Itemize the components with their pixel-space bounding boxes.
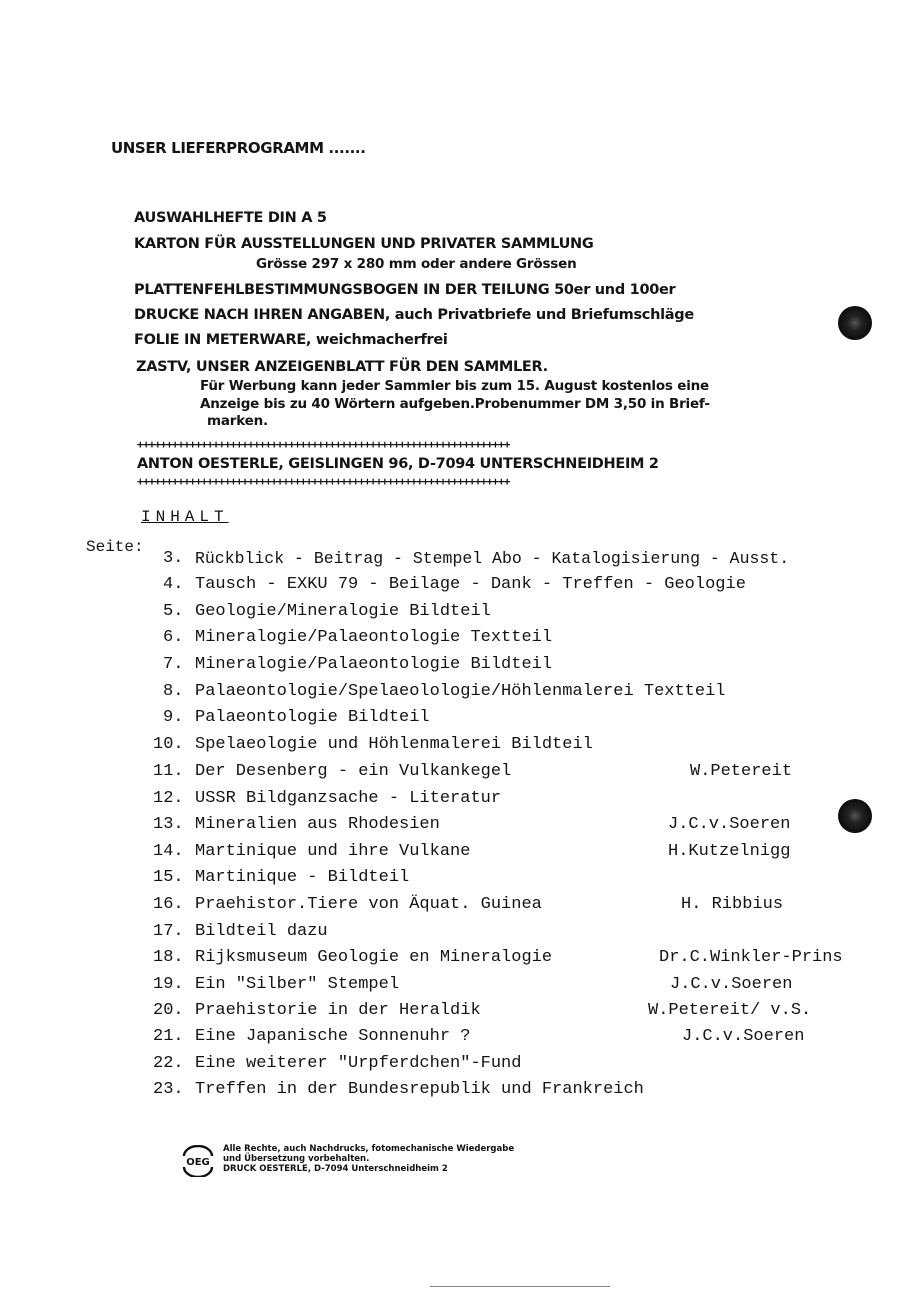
toc-row xyxy=(0,549,907,575)
toc-row xyxy=(0,789,907,815)
toc-page-number: 4. xyxy=(163,575,184,594)
toc-entry-title: Eine Japanische Sonnenuhr ? xyxy=(195,1027,471,1046)
toc-row xyxy=(0,1027,907,1053)
toc-entry-title: Martinique und ihre Vulkane xyxy=(195,842,471,861)
footer-line1: Alle Rechte, auch Nachdrucks, fotomechanische Wiedergabe xyxy=(223,1144,515,1154)
toc-row xyxy=(0,1001,907,1027)
toc-entry-title: Rückblick - Beitrag - Stempel Abo - Katalogisierung - Ausst. xyxy=(195,549,790,568)
toc-page-number: 20. xyxy=(153,1001,184,1020)
program-item-auswahlhefte: AUSWAHLHEFTE DIN A 5 xyxy=(134,210,327,226)
toc-page-number: 12. xyxy=(153,789,184,808)
toc-page-number: 22. xyxy=(153,1054,184,1073)
toc-row xyxy=(0,735,907,761)
toc-entry-title: Tausch - EXKU 79 - Beilage - Dank - Treffen - Geologie xyxy=(195,575,746,594)
toc-entry-title: Ein "Silber" Stempel xyxy=(195,975,400,994)
toc-row xyxy=(0,842,907,868)
toc-page-number: 18. xyxy=(153,948,184,967)
publisher-address: ANTON OESTERLE, GEISLINGEN 96, D-7094 UNTERSCHNEIDHEIM 2 xyxy=(137,456,659,472)
toc-entry-author: J.C.v.Soeren xyxy=(682,1027,805,1046)
toc-page-number: 5. xyxy=(163,602,184,621)
toc-entry-title: Praehistor.Tiere von Äquat. Guinea xyxy=(195,895,542,914)
toc-entry-title: Treffen in der Bundesrepublik und Frankreich xyxy=(195,1080,644,1099)
toc-page-number: 8. xyxy=(163,682,184,701)
program-item-drucke: DRUCKE NACH IHREN ANGABEN, auch Privatbriefe und Briefumschläge xyxy=(134,307,694,323)
program-item-folie: FOLIE IN METERWARE, weichmacherfrei xyxy=(134,332,448,348)
toc-entry-author: H.Kutzelnigg xyxy=(668,842,791,861)
toc-row xyxy=(0,682,907,708)
program-heading: UNSER LIEFERPROGRAMM ....... xyxy=(111,139,366,157)
zastv-text-line3: marken. xyxy=(207,413,268,429)
toc-entry-title: Palaeontologie/Spelaeolologie/Höhlenmalerei Textteil xyxy=(195,682,726,701)
toc-page-number: 23. xyxy=(153,1080,184,1099)
toc-row xyxy=(0,708,907,734)
toc-entry-title: Martinique - Bildteil xyxy=(195,868,410,887)
svg-text:OEG: OEG xyxy=(186,1157,210,1168)
zastv-text-line2: Anzeige bis zu 40 Wörtern aufgeben.Probenummer DM 3,50 in Brief- xyxy=(200,396,710,412)
punch-hole-mark xyxy=(838,799,872,833)
toc-row xyxy=(0,575,907,601)
toc-page-number: 3. xyxy=(163,549,184,568)
toc-page-number: 6. xyxy=(163,628,184,647)
toc-page-number: 15. xyxy=(153,868,184,887)
toc-entry-author: W.Petereit xyxy=(690,762,793,781)
program-item-karton-size: Grösse 297 x 280 mm oder andere Grössen xyxy=(256,256,577,272)
toc-entry-title: USSR Bildganzsache - Literatur xyxy=(195,789,502,808)
toc-page-number: 19. xyxy=(153,975,184,994)
toc-row xyxy=(0,975,907,1001)
toc-page-number: 9. xyxy=(163,708,184,727)
toc-entry-author: Dr.C.Winkler-Prins xyxy=(659,948,843,967)
toc-row xyxy=(0,815,907,841)
toc-row xyxy=(0,922,907,948)
toc-page-number: 16. xyxy=(153,895,184,914)
toc-page-number: 21. xyxy=(153,1027,184,1046)
toc-row xyxy=(0,868,907,894)
toc-page-number: 7. xyxy=(163,655,184,674)
toc-entry-title: Bildteil dazu xyxy=(195,922,328,941)
toc-row xyxy=(0,628,907,654)
footer-line3: DRUCK OESTERLE, D-7094 Unterschneidheim 2 xyxy=(223,1164,448,1174)
toc-entry-title: Spelaeologie und Höhlenmalerei Bildteil xyxy=(195,735,593,754)
toc-entry-title: Praehistorie in der Heraldik xyxy=(195,1001,481,1020)
stars-divider-top: ++++++++++++++++++++++++++++++++++++++++++++++++++++++++++++++++ xyxy=(137,438,510,451)
publisher-logo-icon xyxy=(180,1145,216,1177)
toc-entry-title: Geologie/Mineralogie Bildteil xyxy=(195,602,491,621)
toc-entry-author: W.Petereit/ v.S. xyxy=(648,1001,812,1020)
seite-label: Seite: xyxy=(86,538,144,556)
toc-entry-title: Mineralogie/Palaeontologie Textteil xyxy=(195,628,553,647)
program-item-karton: KARTON FÜR AUSSTELLUNGEN UND PRIVATER SAMMLUNG xyxy=(134,236,594,252)
toc-row xyxy=(0,762,907,788)
scan-edge-line xyxy=(430,1286,610,1287)
toc-row xyxy=(0,1080,907,1106)
footer-line2: und Übersetzung vorbehalten. xyxy=(223,1154,370,1164)
program-item-plattenfehl: PLATTENFEHLBESTIMMUNGSBOGEN IN DER TEILUNG 50er und 100er xyxy=(134,282,676,298)
toc-entry-author: J.C.v.Soeren xyxy=(668,815,791,834)
toc-page-number: 10. xyxy=(153,735,184,754)
toc-page-number: 13. xyxy=(153,815,184,834)
zastv-text-line1: Für Werbung kann jeder Sammler bis zum 15. August kostenlos eine xyxy=(200,378,710,394)
toc-row xyxy=(0,1054,907,1080)
contents-title: INHALT xyxy=(141,508,229,526)
toc-entry-title: Rijksmuseum Geologie en Mineralogie xyxy=(195,948,553,967)
toc-row xyxy=(0,895,907,921)
toc-entry-title: Mineralogie/Palaeontologie Bildteil xyxy=(195,655,553,674)
stars-divider-bottom: ++++++++++++++++++++++++++++++++++++++++++++++++++++++++++++++++ xyxy=(137,475,510,488)
toc-entry-title: Mineralien aus Rhodesien xyxy=(195,815,440,834)
program-item-zastv: ZASTV, UNSER ANZEIGENBLATT FÜR DEN SAMMLER. xyxy=(136,359,548,375)
toc-entry-title: Der Desenberg - ein Vulkankegel xyxy=(195,762,512,781)
toc-entry-author: J.C.v.Soeren xyxy=(670,975,793,994)
toc-row xyxy=(0,655,907,681)
toc-row xyxy=(0,948,907,974)
punch-hole-mark xyxy=(838,306,872,340)
toc-row xyxy=(0,602,907,628)
toc-entry-title: Eine weiterer "Urpferdchen"-Fund xyxy=(195,1054,522,1073)
footer-copyright xyxy=(223,1144,514,1174)
toc-entry-author: H. Ribbius xyxy=(681,895,784,914)
toc-page-number: 14. xyxy=(153,842,184,861)
toc-entry-title: Palaeontologie Bildteil xyxy=(195,708,430,727)
toc-page-number: 11. xyxy=(153,762,184,781)
toc-page-number: 17. xyxy=(153,922,184,941)
